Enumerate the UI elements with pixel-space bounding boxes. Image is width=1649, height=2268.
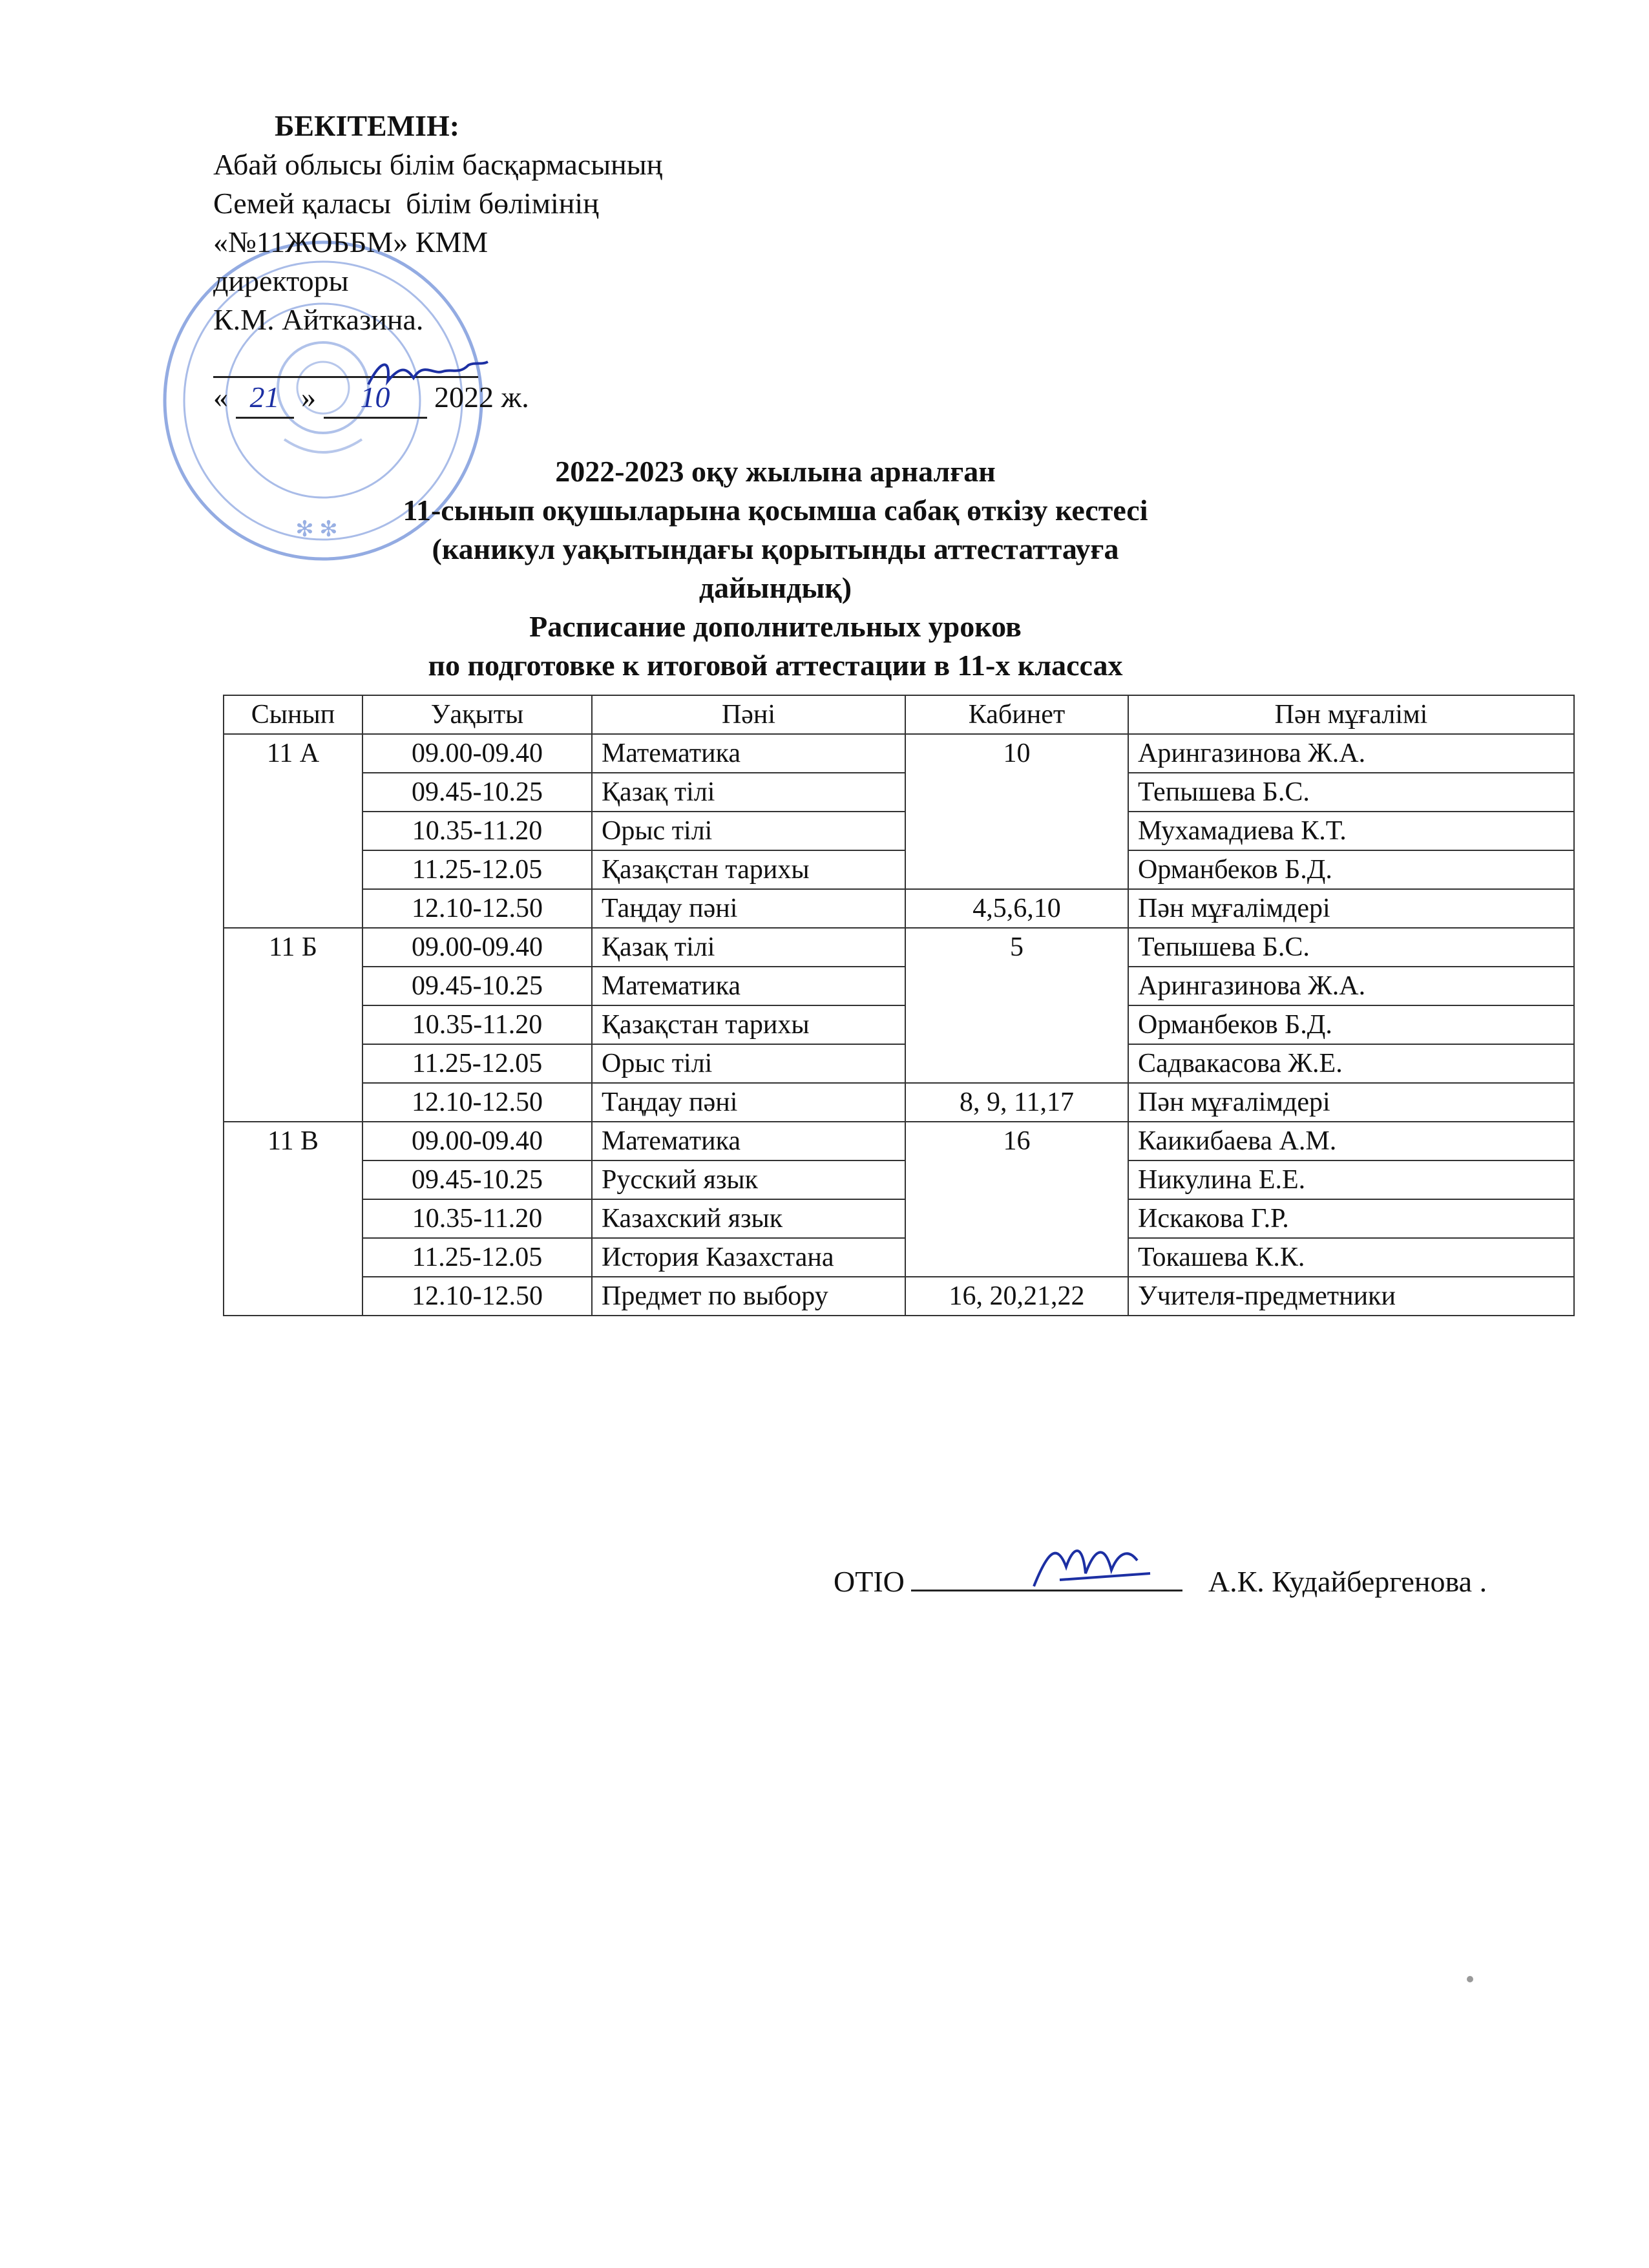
room-cell: 10 [905,734,1128,889]
class-cell: 11 Б [224,928,362,1122]
table-row [224,1277,1574,1316]
footer-name: А.К. Кудайбергенова . [1208,1565,1487,1598]
teacher-cell: Искакова Г.Р. [1128,1199,1574,1238]
table-row [224,1005,1574,1044]
room-cell: 5 [905,928,1128,1083]
teacher-cell: Тепышева Б.С. [1128,928,1574,967]
date-year: 2022 ж. [434,381,529,414]
table-row [224,1122,1574,1160]
time-cell: 09.00-09.40 [362,734,592,773]
time-cell: 09.45-10.25 [362,967,592,1005]
footer-blank [911,1564,1182,1591]
header-class: Сынып [224,695,362,734]
subject-cell: Қазақ тілі [592,773,905,812]
table-row [224,928,1574,967]
time-cell: 09.00-09.40 [362,1122,592,1160]
time-cell: 11.25-12.05 [362,1044,592,1083]
table-row [224,812,1574,850]
room-cell: 4,5,6,10 [905,889,1128,928]
date-open-quote: « [213,381,228,414]
subject-cell: Орыс тілі [592,812,905,850]
subject-cell: Казахский язык [592,1199,905,1238]
scan-speck [1467,1976,1473,1982]
table-row [224,1160,1574,1199]
time-cell: 11.25-12.05 [362,850,592,889]
header-teacher: Пән мұғалімі [1128,695,1574,734]
teacher-cell: Никулина Е.Е. [1128,1160,1574,1199]
time-cell: 10.35-11.20 [362,812,592,850]
title-line-2: 11-сынып оқушыларына қосымша сабақ өткізу кестесі [403,494,1148,527]
room-cell: 8, 9, 11,17 [905,1083,1128,1122]
date-month: 10 [324,378,427,419]
subject-cell: Орыс тілі [592,1044,905,1083]
subject-cell: Предмет по выбору [592,1277,905,1316]
teacher-cell: Арингазинова Ж.А. [1128,967,1574,1005]
svg-text:✻ ✻: ✻ ✻ [295,518,338,541]
header-time: Уақыты [362,695,592,734]
date-day: 21 [236,378,294,419]
schedule-table [223,695,1575,1316]
approval-line-5: К.М. Айтказина. [213,303,424,336]
teacher-cell: Орманбеков Б.Д. [1128,850,1574,889]
teacher-cell: Садвакасова Ж.Е. [1128,1044,1574,1083]
subject-cell: Таңдау пәні [592,1083,905,1122]
title-line-4: Расписание дополнительных уроков [529,610,1022,643]
table-row [224,1083,1574,1122]
table-header-row [224,695,1574,734]
table-row [224,1238,1574,1277]
subject-cell: Қазақ тілі [592,928,905,967]
footer-signature-line [834,1564,1487,1599]
time-cell: 12.10-12.50 [362,889,592,928]
title-line-3: (каникул уақытындағы қорытынды аттестаттауға дайындық) [432,532,1119,604]
approval-heading: БЕКІТЕМІН: [275,109,460,142]
table-row [224,773,1574,812]
teacher-cell: Пән мұғалімдері [1128,1083,1574,1122]
class-cell: 11 А [224,734,362,928]
teacher-cell: Учителя-предметники [1128,1277,1574,1316]
teacher-cell: Мухамадиева К.Т. [1128,812,1574,850]
approval-line-2: Семей қаласы білім бөлімінің [213,187,599,220]
time-cell: 09.45-10.25 [362,773,592,812]
footer-label: ОТІО [834,1565,905,1598]
time-cell: 10.35-11.20 [362,1005,592,1044]
date-close-quote: » [301,381,316,414]
time-cell: 12.10-12.50 [362,1083,592,1122]
document-title [362,452,1189,685]
teacher-cell: Арингазинова Ж.А. [1128,734,1574,773]
teacher-cell: Орманбеков Б.Д. [1128,1005,1574,1044]
subject-cell: Қазақстан тарихы [592,850,905,889]
subject-cell: Русский язык [592,1160,905,1199]
subject-cell: Математика [592,967,905,1005]
class-cell: 11 В [224,1122,362,1316]
room-cell: 16 [905,1122,1128,1277]
teacher-cell: Каикибаева А.М. [1128,1122,1574,1160]
header-subject: Пәні [592,695,905,734]
room-cell: 16, 20,21,22 [905,1277,1128,1316]
table-row [224,734,1574,773]
time-cell: 09.00-09.40 [362,928,592,967]
subject-cell: Математика [592,734,905,773]
title-line-1: 2022-2023 оқу жылына арналған [555,455,996,488]
table-row [224,889,1574,928]
teacher-cell: Тепышева Б.С. [1128,773,1574,812]
subject-cell: История Казахстана [592,1238,905,1277]
teacher-cell: Пән мұғалімдері [1128,889,1574,928]
teacher-cell: Токашева К.К. [1128,1238,1574,1277]
approval-line-4: директоры [213,264,349,297]
time-cell: 12.10-12.50 [362,1277,592,1316]
director-signature [362,352,491,397]
header-room: Кабинет [905,695,1128,734]
time-cell: 10.35-11.20 [362,1199,592,1238]
table-row [224,967,1574,1005]
table-row [224,850,1574,889]
approval-line-1: Абай облысы білім басқармасының [213,148,663,181]
time-cell: 09.45-10.25 [362,1160,592,1199]
subject-cell: Қазақстан тарихы [592,1005,905,1044]
subject-cell: Таңдау пәні [592,889,905,928]
subject-cell: Математика [592,1122,905,1160]
time-cell: 11.25-12.05 [362,1238,592,1277]
table-row [224,1199,1574,1238]
table-row [224,1044,1574,1083]
approval-line-3: «№11ЖОББМ» КММ [213,226,488,258]
title-line-5: по подготовке к итоговой аттестации в 11-х классах [428,649,1123,682]
